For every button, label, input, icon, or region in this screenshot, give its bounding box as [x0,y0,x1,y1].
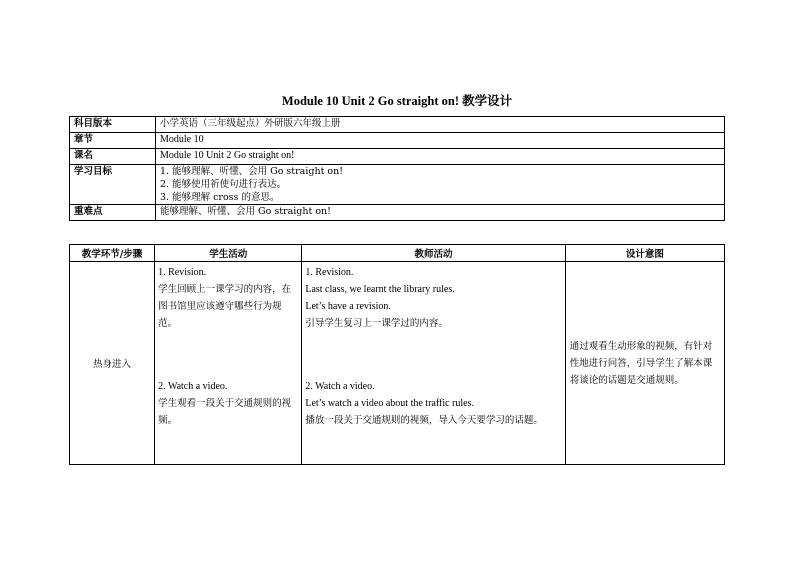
goal-item: 3. 能够理解 cross 的意思。 [160,192,280,203]
header-teacher: 教师活动 [302,245,565,262]
teacher-a-title: 1. Revision. [305,267,354,278]
student-a-title: 1. Revision. [158,267,207,278]
document-title: Module 10 Unit 2 Go straight on! 教学设计 [281,94,513,108]
plan-row-warmup [70,262,725,465]
teacher-a-text: 引导学生复习上一课学过的内容。 [305,318,448,329]
focus-label: 重难点 [70,205,156,221]
chapter-value: Module 10 [156,133,725,149]
teacher-b-line1: Let’s watch a video about the traffic rules. [305,398,474,409]
focus-value: 能够理解、听懂、会用 Go straight on! [156,205,725,221]
student-a-text: 学生回顾上一课学习的内容，在图书馆里应该遵守哪些行为规范。 [158,284,292,329]
info-row-subject [70,117,725,133]
subject-value: 小学英语（三年级起点）外研版六年级上册 [156,117,725,133]
plan-header-row [70,245,725,262]
teacher-a-line2: Let’s have a revision. [305,301,391,312]
goal-item: 1. 能够理解、听懂、会用 Go straight on! [160,166,344,177]
design-intent-cell: 通过观看生动形象的视频，有针对性地进行问答，引导学生了解本课将谈论的话题是交通规则。 [565,262,724,465]
teacher-activity-cell [302,262,565,465]
teacher-b-text: 播放一段关于交通规则的视频，导入今天要学习的话题。 [305,415,543,426]
info-row-chapter [70,133,725,149]
teaching-plan-table [69,244,725,465]
lesson-value: Module 10 Unit 2 Go straight on! [156,149,725,165]
chapter-label: 章节 [70,133,156,149]
lesson-info-table [69,116,725,221]
header-student: 学生活动 [155,245,302,262]
goal-item: 2. 能够使用祈使句进行表达。 [160,179,287,190]
header-stage: 教学环节/步骤 [70,245,155,262]
header-design: 设计意图 [565,245,724,262]
goals-list [156,165,725,205]
goals-label: 学习目标 [70,165,156,205]
teacher-a-line1: Last class, we learnt the library rules. [305,284,455,295]
lesson-label: 课名 [70,149,156,165]
teacher-b-title: 2. Watch a video. [305,381,375,392]
info-row-goals [70,165,725,205]
stage-cell: 热身进入 [70,262,155,465]
info-row-focus [70,205,725,221]
student-b-text: 学生观看一段关于交通规则的视频。 [158,398,292,426]
student-b-title: 2. Watch a video. [158,381,228,392]
student-activity-cell [155,262,302,465]
subject-label: 科目版本 [70,117,156,133]
info-row-lesson [70,149,725,165]
